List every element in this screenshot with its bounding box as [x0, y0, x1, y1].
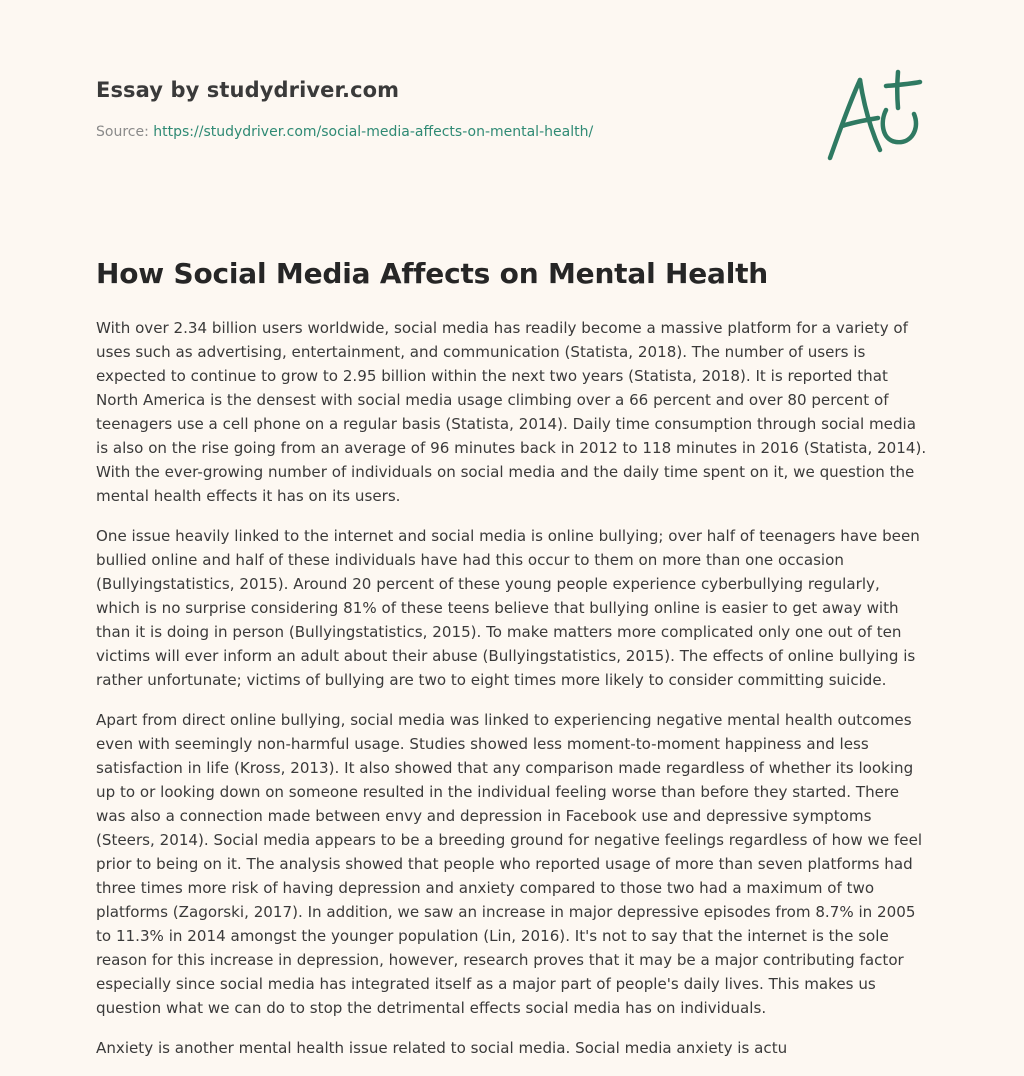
brand-title: Essay by studydriver.com	[96, 78, 400, 102]
article-title: How Social Media Affects on Mental Health	[96, 257, 769, 290]
source-link[interactable]: https://studydriver.com/social-media-affects-on-mental-health/	[153, 124, 594, 140]
page-header	[96, 76, 796, 142]
paragraph-4: Anxiety is another mental health issue related to social media. Social media anxiety is actu	[96, 1039, 788, 1057]
a-plus-logo-icon	[820, 66, 930, 166]
source-label: Source:	[96, 124, 149, 140]
a-plus-logo	[820, 66, 930, 166]
paragraph-2: One issue heavily linked to the internet and social media is online bullying; over half of teenagers have been bullied online and half of these individuals have had this occur to them on more than one occasion (Bullyingstatistics, 2015). Around 20 percent of these young people experience cyberbullying regularly, which is no surprise considering 81% of these teens believe that bullying online is easier to get away with than it is doing in person (Bullyingstatistics, 2015). To make matters more complicated only one out of ten victims will ever inform an adult about their abuse (Bullyingstatistics, 2015). The effects of online bullying is rather unfortunate; victims of bullying are two to eight times more likely to consider committing suicide.	[96, 527, 920, 689]
source-line	[96, 122, 796, 142]
paragraph-1: With over 2.34 billion users worldwide, social media has readily become a massive platform for a variety of uses such as advertising, entertainment, and communication (Statista, 2018). The number of users is expected to continue to grow to 2.95 billion within the next two years (Statista, 2018). It is reported that North America is the densest with social media usage climbing over a 66 percent and over 80 percent of teenagers use a cell phone on a regular basis (Statista, 2014). Daily time consumption through social media is also on the rise going from an average of 96 minutes back in 2012 to 118 minutes in 2016 (Statista, 2014). With the ever-growing number of individuals on social media and the daily time spent on it, we question the mental health effects it has on its users.	[96, 319, 927, 505]
article-body	[96, 316, 928, 1076]
paragraph-3: Apart from direct online bullying, social media was linked to experiencing negative mental health outcomes even with seemingly non-harmful usage. Studies showed less moment-to-moment happiness and less satisfaction in life (Kross, 2013). It also showed that any comparison made regardless of whether its looking up to or looking down on someone resulted in the individual feeling worse than before they started. There was also a connection made between envy and depression in Facebook use and depressive symptoms (Steers, 2014). Social media appears to be a breeding ground for negative feelings regardless of how we feel prior to being on it. The analysis showed that people who reported usage of more than seven platforms had three times more risk of having depression and anxiety compared to those two had a maximum of two platforms (Zagorski, 2017). In addition, we saw an increase in major depressive episodes from 8.7% in 2005 to 11.3% in 2014 amongst the younger population (Lin, 2016). It's not to say that the internet is the sole reason for this increase in depression, however, research proves that it may be a major contributing factor especially since social media has integrated itself as a major part of people's daily lives. This makes us question what we can do to stop the detrimental effects social media has on individuals.	[96, 711, 923, 1017]
